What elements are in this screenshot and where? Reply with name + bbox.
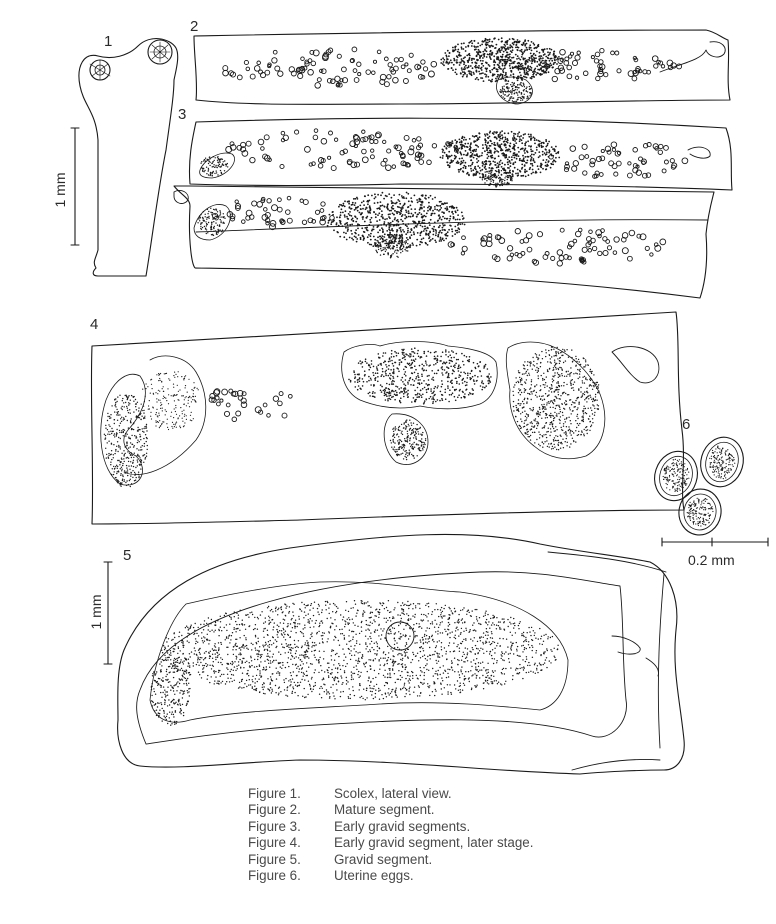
scolex-drawing [71, 39, 178, 276]
caption-text: Scolex, lateral view. [334, 786, 452, 801]
caption-text: Gravid segment. [334, 851, 433, 867]
figure-number-1: 1 [104, 33, 113, 50]
caption-label: Figure 4. [248, 835, 301, 851]
caption-row [248, 852, 668, 868]
caption-label: Figure 1. [248, 786, 301, 801]
caption-row [248, 786, 668, 802]
scale-label-fig1: 1 mm [52, 172, 68, 208]
caption-text: Early gravid segments. [334, 818, 471, 834]
caption-text: Mature segment. [334, 802, 435, 818]
scale-label-fig5: 1 mm [88, 594, 104, 630]
caption-row [248, 802, 668, 818]
figure-number-2: 2 [190, 18, 199, 35]
scale-label-fig6: 0.2 mm [688, 552, 735, 568]
caption-row [248, 835, 668, 851]
gravid-segment-drawing [104, 534, 684, 774]
figure-number-6: 6 [682, 416, 691, 433]
caption-label: Figure 6. [248, 868, 301, 884]
caption-row [248, 868, 668, 884]
stipple-texture [104, 37, 736, 726]
later-stage-segment-drawing [91, 312, 684, 524]
figure-number-4: 4 [90, 316, 99, 333]
caption-label: Figure 3. [248, 818, 301, 834]
caption-row [248, 819, 668, 835]
figure-number-5: 5 [123, 547, 132, 564]
caption-text: Uterine eggs. [334, 868, 414, 884]
caption-text: Early gravid segment, later stage. [334, 835, 534, 851]
uterine-eggs-drawing [648, 432, 768, 546]
figure-captions [248, 786, 668, 884]
caption-label: Figure 5. [248, 851, 301, 867]
figure-number-3: 3 [178, 106, 187, 123]
mature-segment-drawing [194, 30, 730, 104]
caption-label: Figure 2. [248, 802, 301, 818]
